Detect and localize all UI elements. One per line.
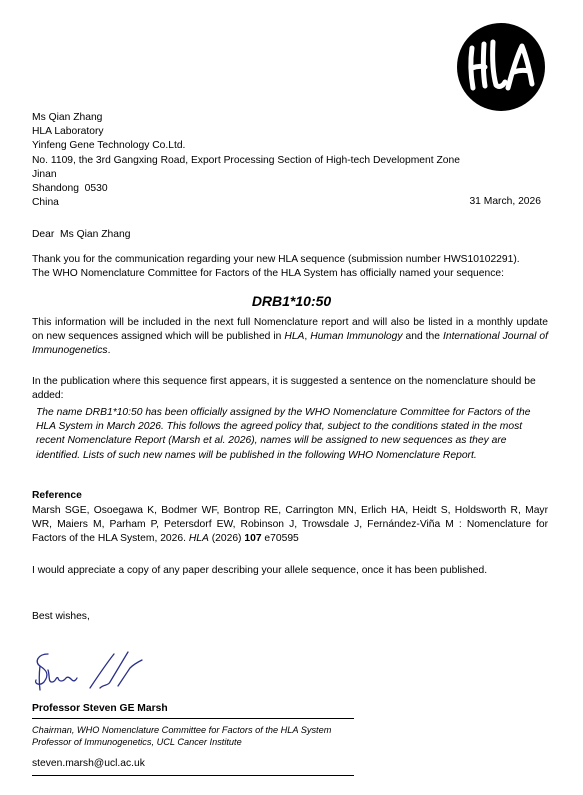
reference-authors: Marsh SGE, Osoegawa K, Bodmer WF, Bontrop RE, Carrington MN, Erlich HA, Heidt S, Holdsworth R, Mayr WR, Maiers M, Parham P, Petersdorf EW, Robinson J, Trowsdale J, Fernández-Viña M : Nomenclature for Factors of the HLA System, 2026. <box>32 505 548 545</box>
hla-logo <box>456 22 546 112</box>
reference-heading: Reference <box>32 490 82 501</box>
recipient-street: No. 1109, the 3rd Gangxing Road, Export Processing Section of High-tech Development Zone <box>32 154 460 166</box>
journal-hla: HLA <box>284 331 305 343</box>
signer-titles <box>32 725 331 748</box>
journal-ijig: International Journal of Immunogenetics <box>32 331 548 357</box>
allele-name: DRB1*10:50 <box>251 293 332 309</box>
recipient-country: China <box>32 197 59 209</box>
publication-text-c: . <box>107 345 111 357</box>
recipient-province: Shandong 0530 <box>32 183 108 195</box>
publication-text-a: This information will be included in the next full Nomenclature report and will also be listed in a monthly update on new sequences assigned which will be published in <box>32 317 548 343</box>
closing: Best wishes, <box>32 611 90 622</box>
suggested-sentence: The name DRB1*10:50 has been officially assigned by the WHO Nomenclature Committee for Factors of the HLA System in March 2026. This follows the agreed policy that, subject to the conditions stated in the most recent Nomenclature Report (Marsh et al. 2026), names will be assigned to new sequences as they are identified. Lists of such new names will be published in the following WHO Nomenclature Report. <box>36 407 531 461</box>
handwritten-signature <box>30 640 180 698</box>
intro-paragraph <box>32 253 548 281</box>
signer-title-1: Chairman, WHO Nomenclature Committee for Factors of the HLA System <box>32 725 332 735</box>
letter-date: 31 March, 2026 <box>469 196 541 207</box>
intro-line-2: The WHO Nomenclature Committee for Factors of the HLA System has officially named your sequence: <box>32 268 504 280</box>
separator: , <box>304 331 311 343</box>
reference-article: e70595 <box>261 533 299 545</box>
divider <box>32 775 354 776</box>
reference-volume: 107 <box>244 533 262 545</box>
salutation: Dear Ms Qian Zhang <box>32 229 131 240</box>
recipient-address <box>32 111 460 210</box>
reference-journal: HLA <box>188 533 209 545</box>
recipient-company: Yinfeng Gene Technology Co.Ltd. <box>32 140 186 152</box>
journal-human-immunology: Human Immunology <box>310 331 403 343</box>
publication-paragraph <box>32 316 548 359</box>
suggestion-paragraph: In the publication where this sequence first appears, it is suggested a sentence on the nomenclature should be added: <box>32 376 536 402</box>
reference-year: (2026) <box>208 533 245 545</box>
recipient-name: Ms Qian Zhang <box>32 112 103 123</box>
recipient-lab: HLA Laboratory <box>32 126 104 138</box>
signer-name: Professor Steven GE Marsh <box>32 703 168 714</box>
intro-line-1: Thank you for the communication regarding your new HLA sequence (submission number HWS10102291). <box>32 254 520 265</box>
recipient-city: Jinan <box>32 168 57 180</box>
signer-title-2: Professor of Immunogenetics, UCL Cancer Institute <box>32 736 242 747</box>
signer-email: steven.marsh@ucl.ac.uk <box>32 758 145 769</box>
publication-text-b: and the <box>402 331 443 343</box>
divider <box>32 718 354 719</box>
request-paragraph: I would appreciate a copy of any paper describing your allele sequence, once it has been published. <box>32 565 488 576</box>
reference-citation <box>32 504 548 547</box>
